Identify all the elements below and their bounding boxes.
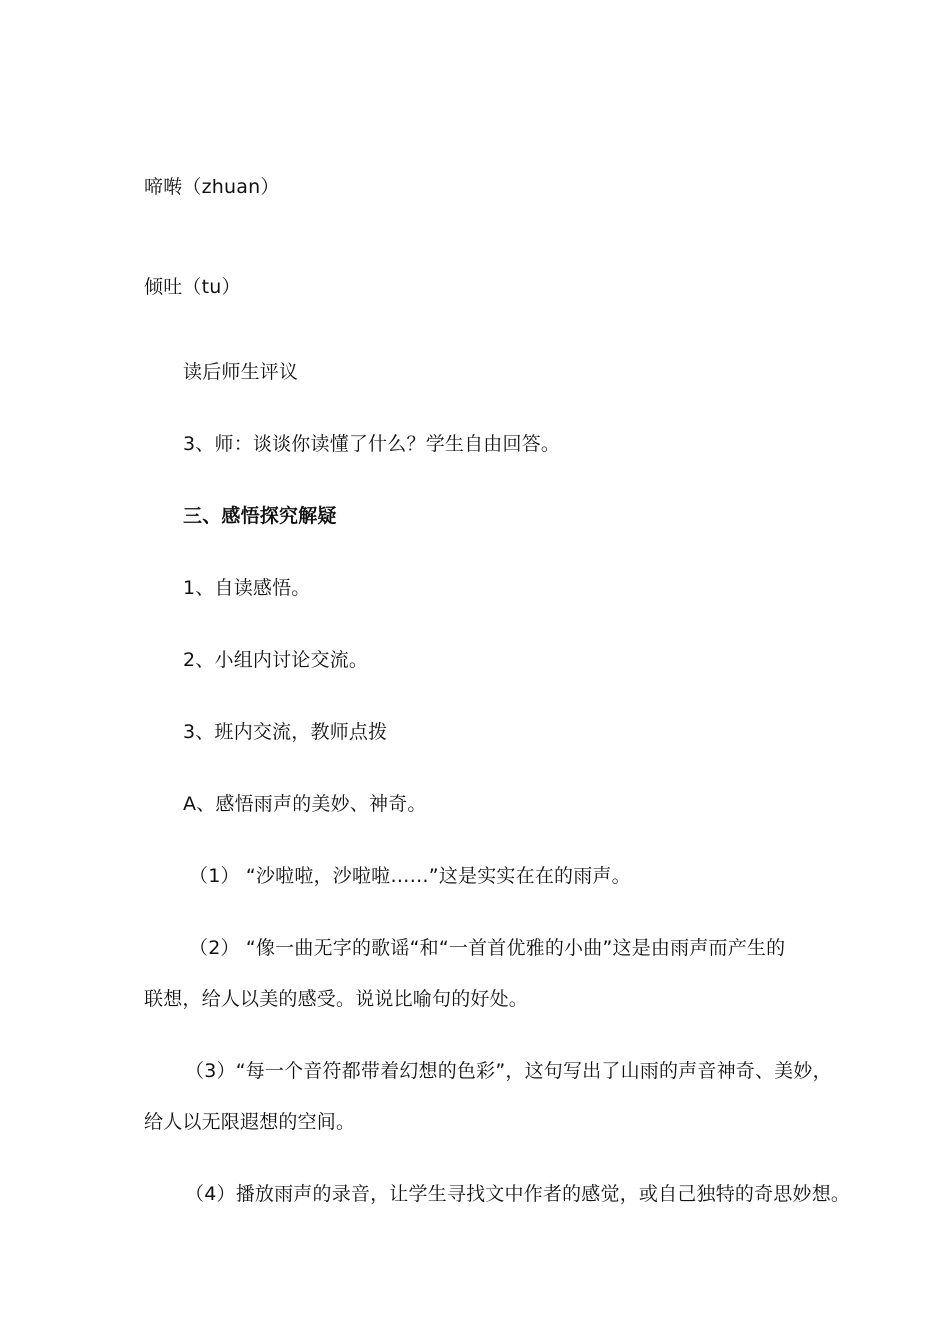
point-2-line-1: （2） “像一曲无字的歌谣“和“一首首优雅的小曲”这是由雨声而产生的 (189, 937, 786, 959)
point-3-line-2: 给人以无限遐想的空间。 (144, 1111, 356, 1133)
paragraph-review: 读后师生评议 (183, 361, 299, 383)
paragraph-teacher-question: 3、师：谈谈你读懂了什么？学生自由回答。 (183, 433, 561, 455)
point-4: （4）播放雨声的录音，让学生寻找文中作者的感觉，或自己独特的奇思妙想。 (185, 1183, 851, 1205)
section-heading-3: 三、感悟探究解疑 (183, 505, 337, 527)
list-item-1: 1、自读感悟。 (183, 577, 311, 599)
vocab-line-zhuan: 啼啭（zhuan） (144, 176, 280, 198)
list-item-3: 3、班内交流，教师点拨 (183, 721, 388, 743)
point-1: （1） “沙啦啦，沙啦啦……”这是实实在在的雨声。 (189, 865, 631, 887)
point-2-line-2: 联想，给人以美的感受。说说比喻句的好处。 (144, 988, 529, 1010)
subsection-a: A、感悟雨声的美妙、神奇。 (183, 793, 427, 815)
list-item-2: 2、小组内讨论交流。 (183, 649, 369, 671)
vocab-line-tu: 倾吐（tu） (144, 276, 241, 298)
point-3-line-1: （3）“每一个音符都带着幻想的色彩”，这句写出了山雨的声音神奇、美妙， (185, 1060, 832, 1082)
